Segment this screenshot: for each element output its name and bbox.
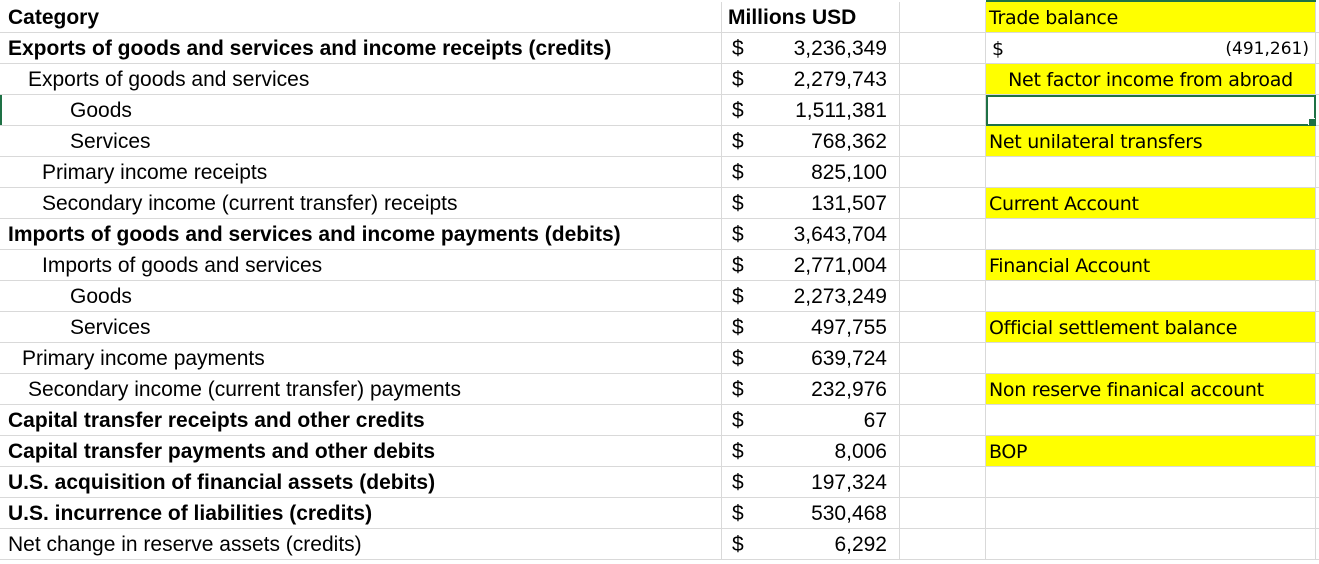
data-row <box>0 188 1319 219</box>
cell-d-empty[interactable] <box>986 157 1316 188</box>
cell-net-factor-income-label[interactable] <box>986 64 1316 95</box>
cell-value[interactable] <box>722 250 900 281</box>
currency-symbol: $ <box>732 37 744 60</box>
cell-non-reserve-financial-account-label[interactable] <box>986 374 1316 405</box>
cell-c-empty[interactable] <box>900 95 986 126</box>
cell-millions-header[interactable] <box>722 2 900 33</box>
currency-symbol: $ <box>732 347 744 370</box>
row-label: Exports of goods and services and income receipts (credits) <box>8 37 612 60</box>
cell-current-account-label[interactable] <box>986 188 1316 219</box>
currency-symbol: $ <box>732 161 744 184</box>
currency-symbol: $ <box>732 130 744 153</box>
cell-value[interactable] <box>722 188 900 219</box>
trade-balance-currency: $ <box>992 38 1005 60</box>
cell-c-empty[interactable] <box>900 529 986 560</box>
cell-c-empty[interactable] <box>900 64 986 95</box>
row-value: 67 <box>863 409 887 432</box>
data-row <box>0 374 1319 405</box>
row-label: Secondary income (current transfer) receipts <box>42 192 458 215</box>
cell-c-empty[interactable] <box>900 374 986 405</box>
cell-c-empty[interactable] <box>900 157 986 188</box>
cell-category-header[interactable] <box>0 2 722 33</box>
cell-c-empty[interactable] <box>900 405 986 436</box>
cell-label[interactable] <box>0 405 722 436</box>
cell-c-empty[interactable] <box>900 188 986 219</box>
data-row <box>0 64 1319 95</box>
cell-value[interactable] <box>722 312 900 343</box>
financial-account-label: Financial Account <box>989 255 1150 277</box>
non-reserve-financial-account-label: Non reserve finanical account <box>989 379 1264 401</box>
currency-symbol: $ <box>732 378 744 401</box>
cell-trade-balance-label[interactable] <box>986 2 1316 33</box>
data-row <box>0 405 1319 436</box>
cell-label[interactable] <box>0 219 722 250</box>
cell-value[interactable] <box>722 343 900 374</box>
row-value: 2,771,004 <box>793 254 887 277</box>
data-row <box>0 126 1319 157</box>
row-value: 3,643,704 <box>793 223 887 246</box>
cell-value[interactable] <box>722 219 900 250</box>
cell-label[interactable] <box>0 64 722 95</box>
net-factor-income-label: Net factor income from abroad <box>1008 69 1293 91</box>
row-value: 6,292 <box>834 533 887 556</box>
row-label: Imports of goods and services <box>42 254 323 277</box>
trade-balance-value: (491,261) <box>1225 39 1309 59</box>
cell-d-empty[interactable] <box>986 405 1316 436</box>
official-settlement-balance-label: Official settlement balance <box>989 317 1238 339</box>
data-row <box>0 281 1319 312</box>
data-row <box>0 436 1319 467</box>
currency-symbol: $ <box>732 409 744 432</box>
row-label: U.S. incurrence of liabilities (credits) <box>8 502 373 525</box>
currency-symbol: $ <box>732 192 744 215</box>
cell-label[interactable] <box>0 498 722 529</box>
cell-c-empty[interactable] <box>900 436 986 467</box>
cell-label[interactable] <box>0 250 722 281</box>
cell-bop-label[interactable] <box>986 436 1316 467</box>
data-row <box>0 312 1319 343</box>
fill-handle[interactable] <box>1308 118 1316 126</box>
trade-balance-label: Trade balance <box>989 7 1118 29</box>
cell-value[interactable] <box>722 405 900 436</box>
cell-d-empty[interactable] <box>986 281 1316 312</box>
net-unilateral-transfers-label: Net unilateral transfers <box>989 131 1203 153</box>
cell-c-empty[interactable] <box>900 126 986 157</box>
row-value: 825,100 <box>811 161 887 184</box>
cell-c-empty[interactable] <box>900 312 986 343</box>
data-row <box>0 157 1319 188</box>
currency-symbol: $ <box>732 533 744 556</box>
row-label: Goods <box>70 285 132 308</box>
currency-symbol: $ <box>732 68 744 91</box>
data-row <box>0 467 1319 498</box>
cell-label[interactable] <box>0 312 722 343</box>
row-label: Services <box>70 130 151 153</box>
currency-symbol: $ <box>732 223 744 246</box>
cell-c-empty[interactable] <box>900 250 986 281</box>
data-row <box>0 529 1319 560</box>
cell-c-empty[interactable] <box>900 498 986 529</box>
cell-net-unilateral-transfers-label[interactable] <box>986 126 1316 157</box>
header-row <box>0 2 1319 33</box>
cell-d-empty[interactable] <box>986 343 1316 374</box>
row-label: Imports of goods and services and income payments (debits) <box>8 223 621 246</box>
row-label: Exports of goods and services <box>28 68 310 91</box>
cell-label[interactable] <box>0 467 722 498</box>
data-row <box>0 343 1319 374</box>
cell-value[interactable] <box>722 498 900 529</box>
data-row <box>0 219 1319 250</box>
row-value: 8,006 <box>834 440 887 463</box>
row-value: 1,511,381 <box>795 99 887 122</box>
row-value: 232,976 <box>811 378 887 401</box>
row-label: Net change in reserve assets (credits) <box>8 533 362 556</box>
cell-value[interactable] <box>722 64 900 95</box>
row-label: Services <box>70 316 151 339</box>
row-label: U.S. acquisition of financial assets (debits) <box>8 471 436 494</box>
cell-c-empty[interactable] <box>900 2 986 33</box>
data-row <box>0 95 1319 126</box>
cell-label[interactable] <box>0 343 722 374</box>
cell-value[interactable] <box>722 467 900 498</box>
currency-symbol: $ <box>732 285 744 308</box>
cell-label[interactable] <box>0 374 722 405</box>
currency-symbol: $ <box>732 471 744 494</box>
row-value: 497,755 <box>811 316 887 339</box>
cell-c-empty[interactable] <box>900 219 986 250</box>
data-row <box>0 33 1319 64</box>
cell-d-empty[interactable] <box>986 498 1316 529</box>
cell-label[interactable] <box>0 281 722 312</box>
cell-value[interactable] <box>722 95 900 126</box>
currency-symbol: $ <box>732 440 744 463</box>
cell-value[interactable] <box>722 374 900 405</box>
cell-d-empty[interactable] <box>986 219 1316 250</box>
row-value: 530,468 <box>811 502 887 525</box>
bop-label: BOP <box>989 441 1028 463</box>
current-account-label: Current Account <box>989 193 1139 215</box>
data-row <box>0 250 1319 281</box>
cell-value[interactable] <box>722 436 900 467</box>
cell-value[interactable] <box>722 281 900 312</box>
cell-d-empty[interactable] <box>986 529 1316 560</box>
cell-label[interactable] <box>0 188 722 219</box>
row-value: 768,362 <box>811 130 887 153</box>
cell-label[interactable] <box>0 529 722 560</box>
row-label: Capital transfer receipts and other credits <box>8 409 425 432</box>
cell-label[interactable] <box>0 157 722 188</box>
data-row <box>0 498 1319 529</box>
row-label: Goods <box>70 99 132 122</box>
cell-c-empty[interactable] <box>900 33 986 64</box>
cell-value[interactable] <box>722 33 900 64</box>
cell-value[interactable] <box>722 126 900 157</box>
cell-label[interactable] <box>0 436 722 467</box>
row-value: 639,724 <box>811 347 887 370</box>
currency-symbol: $ <box>732 99 744 122</box>
row-value: 2,273,249 <box>793 285 887 308</box>
cell-value[interactable] <box>722 157 900 188</box>
cell-c-empty[interactable] <box>900 343 986 374</box>
row-label: Secondary income (current transfer) payments <box>28 378 462 401</box>
row-label: Primary income receipts <box>42 161 268 184</box>
cell-value[interactable] <box>722 529 900 560</box>
cell-label[interactable] <box>0 126 722 157</box>
row-value: 131,507 <box>811 192 887 215</box>
currency-symbol: $ <box>732 316 744 339</box>
millions-usd-header: Millions USD <box>728 6 857 29</box>
row-value: 3,236,349 <box>793 37 887 60</box>
cell-trade-balance-value[interactable] <box>986 33 1316 64</box>
row-value: 197,324 <box>811 471 887 494</box>
cell-d-empty[interactable] <box>986 467 1316 498</box>
cell-label[interactable] <box>0 33 722 64</box>
cell-label[interactable] <box>0 95 722 126</box>
row-label: Primary income payments <box>22 347 265 370</box>
row-value: 2,279,743 <box>793 68 887 91</box>
currency-symbol: $ <box>732 502 744 525</box>
selected-cell[interactable] <box>986 95 1316 126</box>
cell-c-empty[interactable] <box>900 467 986 498</box>
cell-c-empty[interactable] <box>900 281 986 312</box>
cell-official-settlement-balance-label[interactable] <box>986 312 1316 343</box>
row-label: Capital transfer payments and other debits <box>8 440 436 463</box>
category-header: Category <box>8 6 100 29</box>
currency-symbol: $ <box>732 254 744 277</box>
cell-financial-account-label[interactable] <box>986 250 1316 281</box>
